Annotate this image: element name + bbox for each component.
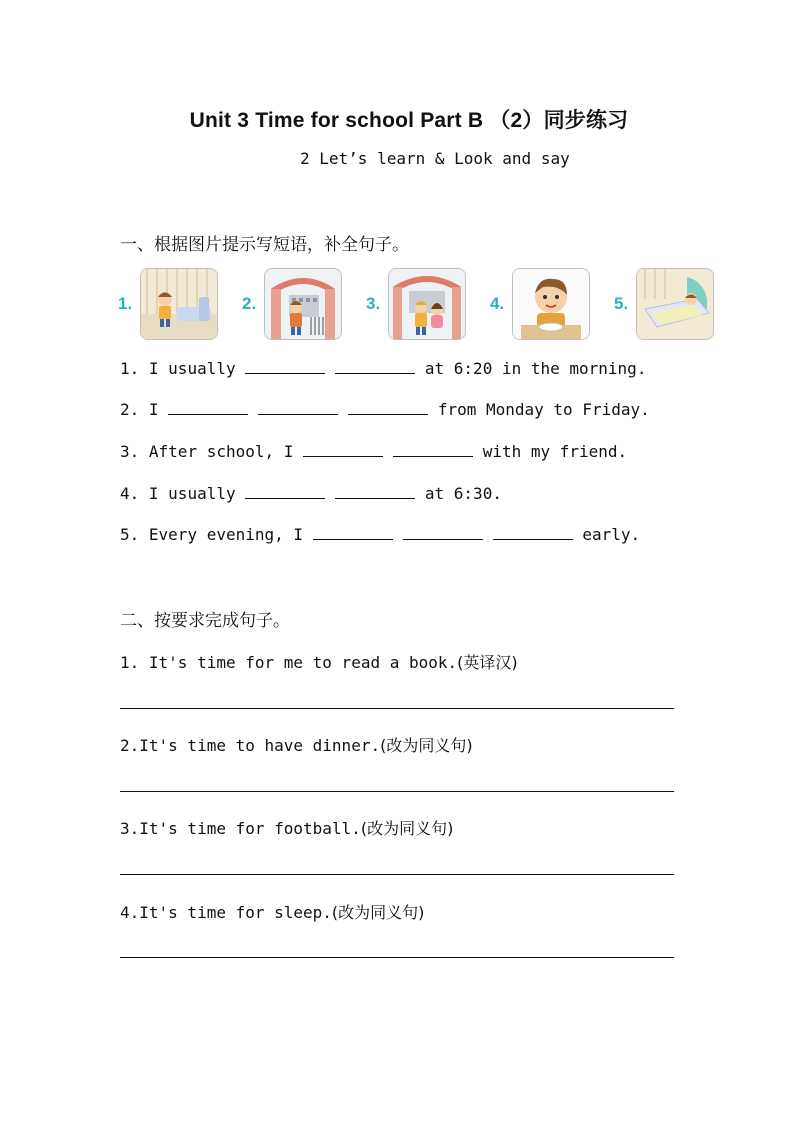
sentence-2: 2. I from Monday to Friday. bbox=[120, 400, 650, 419]
exercise-3: 3.It's time for football.(改为同义句) bbox=[120, 819, 454, 838]
answer-line[interactable] bbox=[120, 957, 674, 958]
picture-number: 4. bbox=[490, 294, 505, 313]
exercise-2: 2.It's time to have dinner.(改为同义句) bbox=[120, 736, 473, 755]
blank-field[interactable] bbox=[403, 525, 483, 540]
sentence-1: 1. I usually at 6:20 in the morning. bbox=[120, 359, 647, 378]
page-title: Unit 3 Time for school Part B （2）同步练习 bbox=[189, 109, 629, 132]
section2-heading: 二、按要求完成句子。 bbox=[120, 611, 290, 631]
blank-field[interactable] bbox=[303, 442, 383, 457]
boy-eating-icon bbox=[512, 268, 590, 340]
answer-line[interactable] bbox=[120, 708, 674, 709]
sentence-5: 5. Every evening, I early. bbox=[120, 525, 641, 544]
exercise-4: 4.It's time for sleep.(改为同义句) bbox=[120, 903, 425, 922]
blank-field[interactable] bbox=[168, 400, 248, 415]
sentence-4: 4. I usually at 6:30. bbox=[120, 484, 502, 503]
blank-field[interactable] bbox=[493, 525, 573, 540]
exercise-1: 1. It's time for me to read a book.(英译汉) bbox=[120, 653, 518, 672]
picture-number: 5. bbox=[614, 294, 629, 313]
blank-field[interactable] bbox=[335, 359, 415, 374]
answer-line[interactable] bbox=[120, 874, 674, 875]
picture-number: 3. bbox=[366, 294, 381, 313]
blank-field[interactable] bbox=[258, 400, 338, 415]
page-subtitle: 2 Let’s learn & Look and say bbox=[300, 149, 570, 168]
blank-field[interactable] bbox=[245, 484, 325, 499]
boy-sleeping-icon bbox=[636, 268, 714, 340]
answer-line[interactable] bbox=[120, 791, 674, 792]
sentence-3: 3. After school, I with my friend. bbox=[120, 442, 628, 461]
boy-getting-up-icon bbox=[140, 268, 218, 340]
blank-field[interactable] bbox=[393, 442, 473, 457]
picture-row bbox=[118, 266, 718, 342]
school-gate-icon bbox=[264, 268, 342, 340]
blank-field[interactable] bbox=[348, 400, 428, 415]
picture-number: 2. bbox=[242, 294, 257, 313]
section1-heading: 一、根据图片提示写短语，补全句子。 bbox=[120, 235, 409, 255]
friends-playing-icon bbox=[388, 268, 466, 340]
blank-field[interactable] bbox=[335, 484, 415, 499]
blank-field[interactable] bbox=[245, 359, 325, 374]
blank-field[interactable] bbox=[313, 525, 393, 540]
picture-number: 1. bbox=[118, 294, 133, 313]
